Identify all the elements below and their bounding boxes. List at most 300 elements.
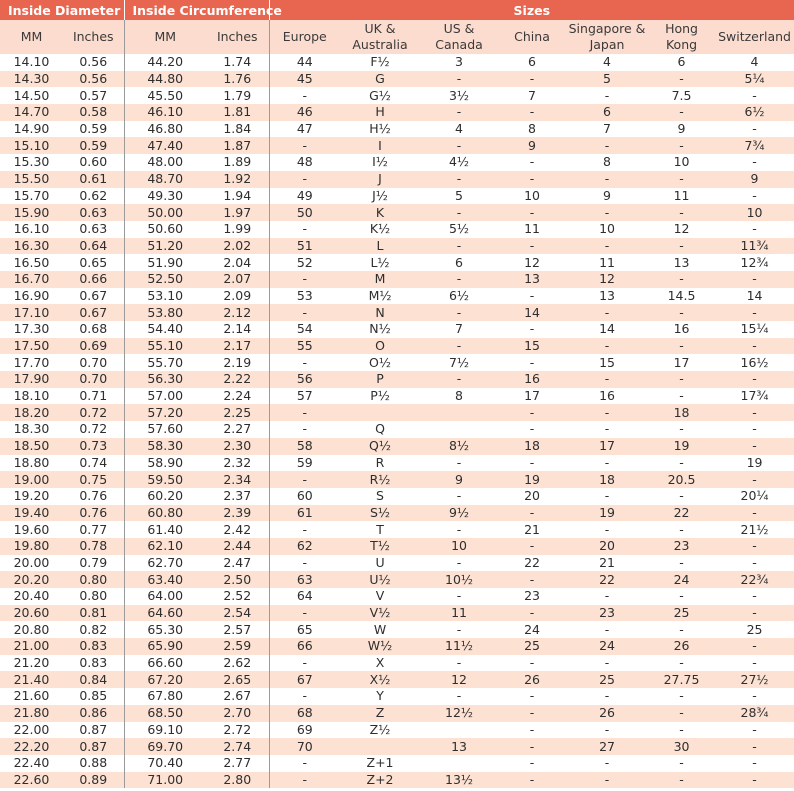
table-cell: 22.40 [0,755,63,772]
table-cell: - [498,404,566,421]
table-cell: 26 [648,638,715,655]
table-cell: - [715,538,794,555]
table-cell: 70 [269,738,340,755]
table-cell: X½ [340,671,420,688]
table-cell: 67.20 [124,671,206,688]
table-cell: - [715,738,794,755]
table-cell: 60.80 [124,505,206,522]
column-header: Singapore & Japan [566,20,648,54]
table-cell: S [340,488,420,505]
table-cell: L½ [340,254,420,271]
table-cell: - [498,238,566,255]
table-cell: 1.81 [206,104,269,121]
table-cell: 7.5 [648,87,715,104]
table-cell: - [648,204,715,221]
table-cell: 2.25 [206,404,269,421]
table-cell: - [566,304,648,321]
table-cell: - [648,371,715,388]
table-cell: 14.5 [648,288,715,305]
table-cell: 11¾ [715,238,794,255]
table-cell: - [269,137,340,154]
table-cell: - [498,738,566,755]
table-cell: 2.02 [206,238,269,255]
table-row [0,304,794,321]
table-cell: Z½ [340,722,420,739]
table-cell: 2.09 [206,288,269,305]
table-cell: 13 [498,271,566,288]
table-cell: - [566,87,648,104]
table-cell: N½ [340,321,420,338]
table-cell: 27 [566,738,648,755]
table-cell: 45 [269,71,340,88]
column-header: Inches [206,20,269,54]
table-cell: 2.24 [206,388,269,405]
table-cell: - [566,421,648,438]
table-cell: 51.90 [124,254,206,271]
table-cell: U½ [340,571,420,588]
column-header: Europe [269,20,340,54]
table-cell: 17.70 [0,354,63,371]
table-cell: 2.47 [206,555,269,572]
table-cell: 17.90 [0,371,63,388]
table-cell: 59 [269,455,340,472]
table-cell: 0.89 [63,772,124,789]
table-cell: - [715,154,794,171]
table-cell: - [715,605,794,622]
table-cell: 60 [269,488,340,505]
table-cell: - [498,655,566,672]
table-cell: J½ [340,188,420,205]
table-cell: 0.61 [63,171,124,188]
table-cell: 7½ [420,354,498,371]
table-cell: P [340,371,420,388]
table-cell: 25 [648,605,715,622]
table-cell: 50 [269,204,340,221]
table-cell: - [566,688,648,705]
table-cell: 57.20 [124,404,206,421]
table-cell: - [715,555,794,572]
table-cell: - [420,655,498,672]
table-cell: 2.27 [206,421,269,438]
table-row [0,738,794,755]
table-cell: 22.00 [0,722,63,739]
table-cell: 7¾ [715,137,794,154]
table-cell: - [566,238,648,255]
table-cell: 18.50 [0,438,63,455]
table-cell: 10 [420,538,498,555]
table-cell: 2.70 [206,705,269,722]
table-cell: - [498,772,566,789]
table-cell: 2.65 [206,671,269,688]
table-cell: 14 [566,321,648,338]
table-cell: 2.44 [206,538,269,555]
table-row [0,87,794,104]
table-cell: 12 [648,221,715,238]
table-cell: Q [340,421,420,438]
table-cell: F½ [340,54,420,71]
table-row [0,254,794,271]
table-cell: - [715,338,794,355]
table-cell: 24 [648,571,715,588]
table-cell: - [420,555,498,572]
table-cell: 59.50 [124,471,206,488]
table-cell: 13 [566,288,648,305]
table-cell: 0.65 [63,254,124,271]
table-cell: 20.5 [648,471,715,488]
table-cell: 0.56 [63,71,124,88]
table-cell: 12 [566,271,648,288]
table-cell: - [420,621,498,638]
table-cell: 64.00 [124,588,206,605]
table-cell: K [340,204,420,221]
table-cell: 0.87 [63,738,124,755]
table-cell: 17.50 [0,338,63,355]
table-cell: 17.10 [0,304,63,321]
table-cell: 19.40 [0,505,63,522]
table-cell: 2.74 [206,738,269,755]
table-cell: - [420,238,498,255]
table-cell: - [715,755,794,772]
table-cell: - [715,688,794,705]
table-body [0,54,794,788]
table-cell: 13½ [420,772,498,789]
table-cell: 18.10 [0,388,63,405]
table-cell: 1.74 [206,54,269,71]
table-cell: - [648,104,715,121]
table-cell: 14 [498,304,566,321]
table-cell: 60.20 [124,488,206,505]
table-cell: 17 [566,438,648,455]
table-cell: 0.79 [63,555,124,572]
table-cell: 26 [498,671,566,688]
table-cell: 0.70 [63,354,124,371]
table-row [0,471,794,488]
table-cell: 58.30 [124,438,206,455]
table-cell: 22 [648,505,715,522]
table-cell: 0.74 [63,455,124,472]
table-cell: 15.50 [0,171,63,188]
table-cell: - [715,588,794,605]
table-cell: - [715,438,794,455]
table-cell: 6 [420,254,498,271]
table-cell: - [648,271,715,288]
table-cell: - [715,271,794,288]
table-cell: 26 [566,705,648,722]
table-cell: 19.00 [0,471,63,488]
table-cell: - [715,304,794,321]
table-cell: - [648,137,715,154]
table-cell: 67 [269,671,340,688]
table-cell: 48 [269,154,340,171]
table-cell: 21.00 [0,638,63,655]
table-cell: 4½ [420,154,498,171]
table-cell: X [340,655,420,672]
table-cell: - [498,204,566,221]
table-cell: 19.60 [0,521,63,538]
table-cell: 10 [715,204,794,221]
table-cell: 25 [566,671,648,688]
table-cell: 1.94 [206,188,269,205]
table-cell: 55.10 [124,338,206,355]
table-cell: O [340,338,420,355]
table-cell: - [648,655,715,672]
table-cell: - [269,655,340,672]
table-cell: - [269,755,340,772]
table-cell: - [420,521,498,538]
table-cell: - [420,338,498,355]
table-cell: - [420,204,498,221]
table-cell: 44 [269,54,340,71]
table-cell: 15 [498,338,566,355]
table-cell: 0.72 [63,421,124,438]
table-cell: - [269,772,340,789]
group-header-row [0,0,794,20]
table-cell: 0.75 [63,471,124,488]
table-cell [420,404,498,421]
table-cell: L [340,238,420,255]
table-cell: - [420,371,498,388]
table-cell: 63.40 [124,571,206,588]
table-cell: 6½ [715,104,794,121]
table-cell: 70.40 [124,755,206,772]
table-cell: - [498,755,566,772]
table-cell: - [498,722,566,739]
table-row [0,571,794,588]
table-cell: - [566,404,648,421]
table-cell: 65.30 [124,621,206,638]
table-cell: 0.59 [63,121,124,138]
table-cell: 57 [269,388,340,405]
table-cell: - [498,538,566,555]
table-cell [420,421,498,438]
table-cell: - [566,338,648,355]
table-cell: 15.90 [0,204,63,221]
table-cell: 14.50 [0,87,63,104]
table-cell: W½ [340,638,420,655]
column-header: Hong Kong [648,20,715,54]
table-cell: 1.87 [206,137,269,154]
table-cell: 16.70 [0,271,63,288]
table-cell: N [340,304,420,321]
table-row [0,121,794,138]
table-cell: 17 [498,388,566,405]
table-cell: 21 [566,555,648,572]
table-cell: 0.80 [63,571,124,588]
table-row [0,655,794,672]
table-row [0,722,794,739]
table-cell: 50.60 [124,221,206,238]
table-cell: - [566,488,648,505]
table-cell: 0.63 [63,204,124,221]
table-cell: 9 [498,137,566,154]
table-row [0,671,794,688]
table-cell: 57.60 [124,421,206,438]
column-header-row [0,20,794,54]
table-cell [420,722,498,739]
table-cell: - [715,471,794,488]
table-cell: 47 [269,121,340,138]
table-cell: 19.80 [0,538,63,555]
table-cell: 54 [269,321,340,338]
table-cell: Q½ [340,438,420,455]
table-cell: - [498,321,566,338]
table-cell: 12½ [420,705,498,722]
table-cell: 52.50 [124,271,206,288]
table-cell: - [498,605,566,622]
table-row [0,238,794,255]
table-cell: 0.77 [63,521,124,538]
table-cell: - [566,171,648,188]
table-cell: 0.66 [63,271,124,288]
table-cell: 2.54 [206,605,269,622]
table-cell: - [648,171,715,188]
table-cell: 62.70 [124,555,206,572]
table-cell: 30 [648,738,715,755]
table-cell: 8 [498,121,566,138]
table-cell: - [269,271,340,288]
table-cell: 3 [420,54,498,71]
table-cell: - [498,505,566,522]
table-cell: 2.80 [206,772,269,789]
table-cell: 0.72 [63,404,124,421]
table-cell: 16½ [715,354,794,371]
table-cell: 4 [420,121,498,138]
table-cell: 16 [498,371,566,388]
table-cell: - [648,455,715,472]
table-cell: 0.81 [63,605,124,622]
table-cell: 0.86 [63,705,124,722]
table-row [0,154,794,171]
table-cell: 22¾ [715,571,794,588]
table-cell [420,755,498,772]
table-cell: - [420,304,498,321]
table-cell: 46.10 [124,104,206,121]
table-cell: 24 [566,638,648,655]
table-cell: - [715,121,794,138]
table-cell: 16.90 [0,288,63,305]
table-cell: 2.77 [206,755,269,772]
table-cell: 68.50 [124,705,206,722]
table-cell: 18 [566,471,648,488]
table-cell: - [566,204,648,221]
table-cell: - [648,238,715,255]
table-cell: 58.90 [124,455,206,472]
table-cell: 16.10 [0,221,63,238]
table-cell: 9 [648,121,715,138]
table-cell: - [269,304,340,321]
table-row [0,455,794,472]
table-row [0,605,794,622]
table-cell: 27.75 [648,671,715,688]
table-cell: 0.80 [63,588,124,605]
table-cell: 8 [566,154,648,171]
table-cell: M½ [340,288,420,305]
table-cell: 1.76 [206,71,269,88]
table-cell: 7 [420,321,498,338]
table-cell: - [498,421,566,438]
column-header: US & Canada [420,20,498,54]
table-cell: 10 [566,221,648,238]
table-cell: 9 [420,471,498,488]
table-cell: 64.60 [124,605,206,622]
table-cell: - [648,755,715,772]
table-cell: 62.10 [124,538,206,555]
table-cell: 65.90 [124,638,206,655]
table-cell: 0.83 [63,638,124,655]
table-cell: - [715,188,794,205]
table-cell: 22.60 [0,772,63,789]
table-cell: - [420,137,498,154]
table-cell: - [648,555,715,572]
table-cell: - [420,455,498,472]
table-cell: 20 [566,538,648,555]
table-cell: R½ [340,471,420,488]
table-cell: 0.71 [63,388,124,405]
table-cell: - [420,71,498,88]
table-cell: 18 [498,438,566,455]
table-cell: - [715,772,794,789]
column-header: Inches [63,20,124,54]
table-cell: - [715,638,794,655]
table-cell: - [566,137,648,154]
table-cell: 3½ [420,87,498,104]
table-cell: 21.20 [0,655,63,672]
table-cell: - [648,421,715,438]
table-cell: - [566,371,648,388]
group-header-sizes: Sizes [269,0,794,20]
table-cell: 21½ [715,521,794,538]
table-cell: 66 [269,638,340,655]
table-cell: 69.70 [124,738,206,755]
table-cell: 10 [498,188,566,205]
table-cell: - [498,171,566,188]
table-row [0,354,794,371]
table-cell: 44.20 [124,54,206,71]
table-cell: 52 [269,254,340,271]
table-cell: 7 [566,121,648,138]
table-cell: 2.07 [206,271,269,288]
table-cell: 0.78 [63,538,124,555]
table-cell: T½ [340,538,420,555]
table-cell: 19 [498,471,566,488]
table-cell: U [340,555,420,572]
table-cell: 0.83 [63,655,124,672]
table-cell: 15.10 [0,137,63,154]
table-cell: - [498,104,566,121]
table-cell: 45.50 [124,87,206,104]
table-cell: 18 [648,404,715,421]
table-cell: - [648,705,715,722]
table-cell: - [566,655,648,672]
table-cell: 11 [566,254,648,271]
table-cell: 20.20 [0,571,63,588]
table-cell: - [566,722,648,739]
table-cell: 19 [715,455,794,472]
table-cell: I [340,137,420,154]
table-cell: 0.67 [63,288,124,305]
table-row [0,404,794,421]
table-cell: 1.99 [206,221,269,238]
table-cell: 2.42 [206,521,269,538]
table-cell: 0.58 [63,104,124,121]
table-row [0,288,794,305]
table-cell: - [269,688,340,705]
table-cell: 64 [269,588,340,605]
table-cell: 66.60 [124,655,206,672]
table-cell: G½ [340,87,420,104]
table-cell: - [648,688,715,705]
table-cell: - [420,588,498,605]
